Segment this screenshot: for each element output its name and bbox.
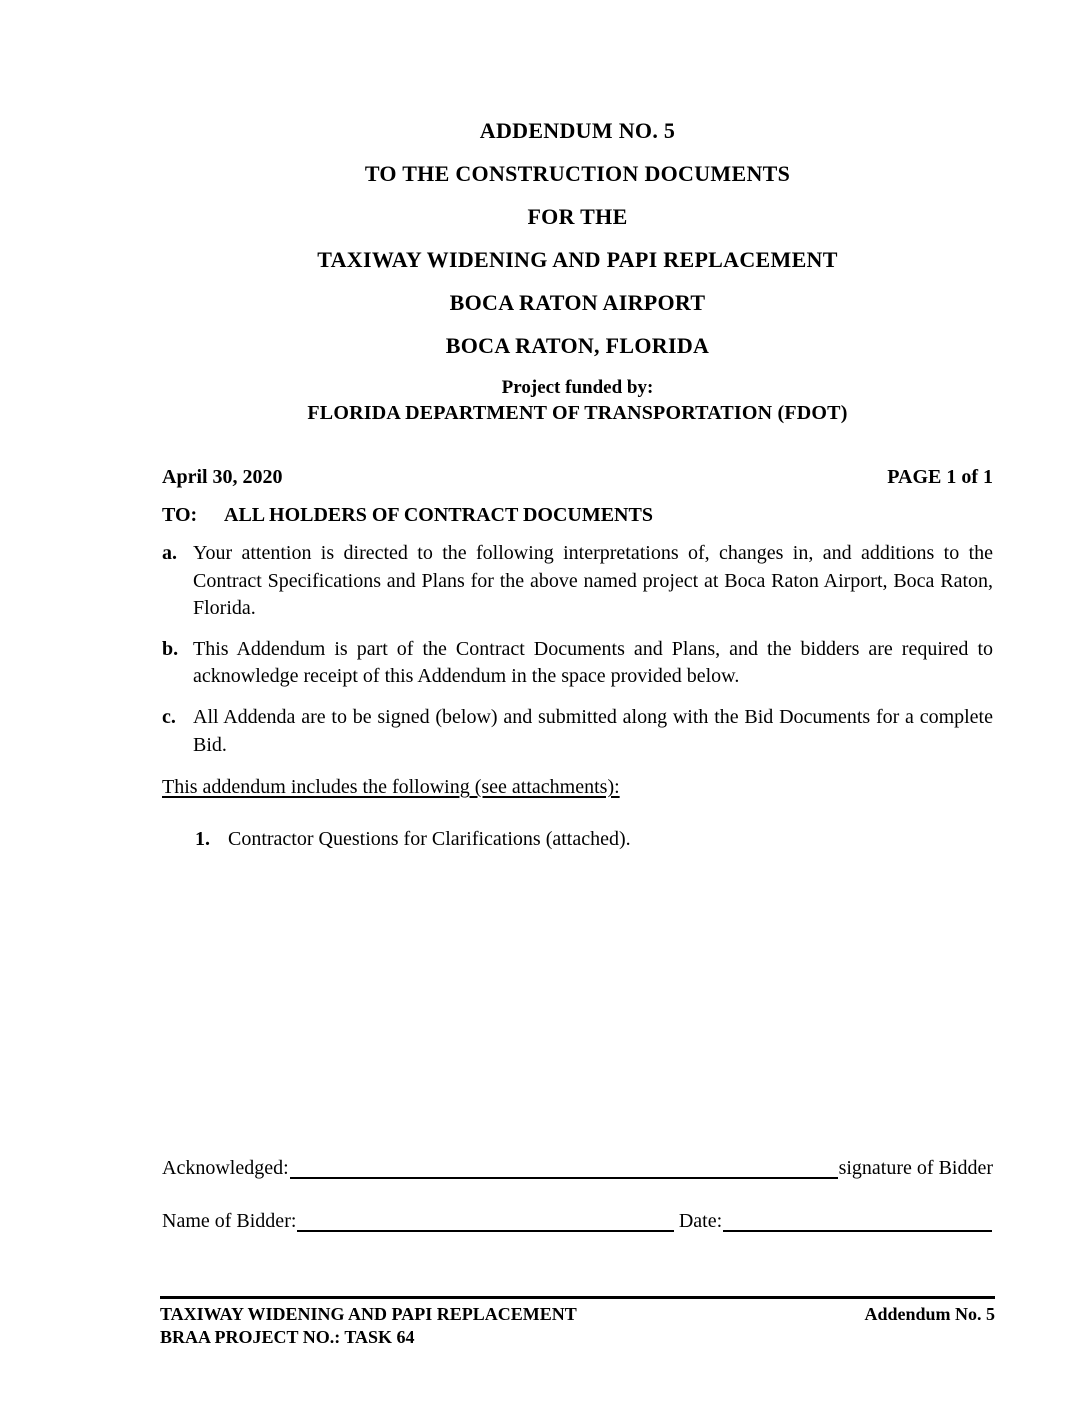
funded-by-block: [162, 376, 993, 425]
footer-project-name: TAXIWAY WIDENING AND PAPI REPLACEMENT: [160, 1304, 577, 1324]
list-item-b: [162, 636, 993, 691]
footer-addendum-number: Addendum No. 5: [864, 1304, 995, 1324]
acknowledged-signature-line: [290, 1177, 838, 1179]
funded-by-label: Project funded by:: [501, 377, 654, 398]
name-date-row: [162, 1209, 993, 1233]
includes-statement: This addendum includes the following (see attachments):: [162, 776, 620, 799]
signature-block: [162, 1156, 993, 1233]
title-line-project-name: TAXIWAY WIDENING AND PAPI REPLACEMENT: [317, 247, 838, 272]
date-label: Date:: [678, 1210, 723, 1232]
list-marker-a: a.: [162, 542, 177, 564]
page-footer: [160, 1296, 995, 1350]
acknowledged-row: [162, 1156, 993, 1180]
document-page: [162, 118, 993, 853]
document-date: April 30, 2020: [162, 466, 283, 488]
title-line-city-state: BOCA RATON, FLORIDA: [445, 333, 710, 358]
to-label: TO:: [162, 504, 198, 526]
list-text-c: All Addenda are to be signed (below) and submitted along with the Bid Documents for a complete Bid.: [193, 705, 993, 756]
list-text-a: Your attention is directed to the following interpretations of, changes in, and additions to the Contract Specifications and Plans for the above named project at Boca Raton Airport, Boca Raton, Florida.: [193, 542, 993, 620]
title-line-airport: BOCA RATON AIRPORT: [449, 290, 706, 315]
acknowledged-label: Acknowledged:: [162, 1157, 289, 1179]
name-of-bidder-line: [297, 1230, 673, 1232]
name-of-bidder-label: Name of Bidder:: [162, 1210, 297, 1232]
title-line-construction-documents: TO THE CONSTRUCTION DOCUMENTS: [364, 161, 791, 186]
list-marker-b: b.: [162, 637, 179, 660]
signature-of-bidder-note: signature of Bidder: [838, 1157, 993, 1179]
to-value: ALL HOLDERS OF CONTRACT DOCUMENTS: [224, 504, 653, 526]
attachment-item-1: [195, 826, 993, 854]
footer-project-number: BRAA PROJECT NO.: TASK 64: [160, 1327, 415, 1348]
title-block: [162, 118, 993, 358]
list-item-c: [162, 704, 993, 759]
attachment-text-1: Contractor Questions for Clarifications (attached).: [228, 827, 631, 850]
funded-by-value: FLORIDA DEPARTMENT OF TRANSPORTATION (FDOT): [307, 402, 848, 424]
footer-left: [160, 1303, 577, 1350]
list-text-b: This Addendum is part of the Contract Documents and Plans, and the bidders are required to acknowledge receipt of this Addendum in the space provided below.: [193, 637, 993, 688]
attachment-marker-1: 1.: [195, 827, 210, 850]
date-line: [723, 1230, 992, 1232]
list-item-a: [162, 540, 993, 623]
list-marker-c: c.: [162, 705, 176, 728]
meta-row: [162, 465, 993, 489]
page-number: PAGE 1 of 1: [887, 466, 993, 488]
title-line-addendum-no: ADDENDUM NO. 5: [479, 118, 676, 143]
title-line-for-the: FOR THE: [527, 204, 628, 229]
to-row: [162, 503, 993, 527]
